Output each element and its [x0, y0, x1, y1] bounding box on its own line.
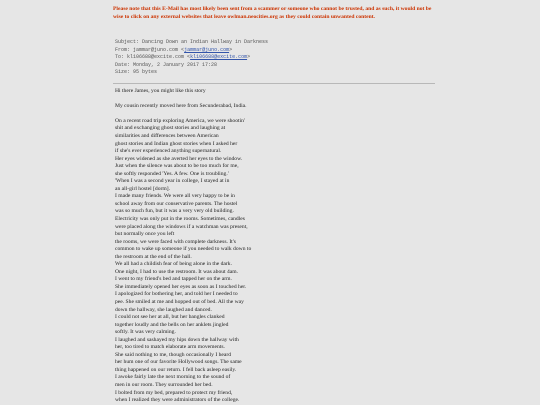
story-line: softly. It was very calming.: [115, 329, 176, 336]
intro-line: My cousin recently moved here from Secunderabad, India.: [115, 102, 247, 109]
to-label: To:: [115, 54, 125, 61]
story-line: together loudly and the bells on her anklets jingled: [115, 321, 229, 328]
story-line: I awoke fairly late the next morning to the sound of: [115, 374, 231, 381]
story-line: She immediately opened her eyes as soon as I touched her.: [115, 283, 247, 290]
story-line: thing happened on our return. I fell back asleep easily.: [115, 366, 237, 373]
story-line: similarities and differences between American: [115, 132, 219, 139]
story-line: down the hallway, she laughed and danced.: [115, 306, 212, 313]
story-line: shit and exchanging ghost stories and laughing at: [115, 125, 226, 132]
story-line: an all-girl hostel [dorm].: [115, 185, 170, 192]
from-email-link[interactable]: jammar@juno.com: [184, 46, 230, 53]
story-line: she softly responded 'Yes. A few. One is troubling.': [115, 170, 229, 177]
story-line: On a recent road trip exploring America, we were shootin': [115, 117, 245, 124]
story-line: but normally once you left: [115, 231, 175, 238]
story-line: I could not see her at all, but her bangles clanked: [115, 314, 225, 321]
subject-label: Subject:: [115, 39, 140, 45]
story-line: men in our room. They surrounded her bed.: [115, 382, 213, 389]
header-divider: [113, 83, 435, 84]
story-line: She said nothing to me, though occasionally I heard: [115, 351, 232, 358]
to-name: kl106688@excite.com: [127, 54, 185, 61]
story-line: if she's ever experienced anything supernatural.: [115, 148, 222, 155]
story-line: ghost stories and Indian ghost stories when I asked her: [115, 140, 238, 147]
story-line: I bolted from my bed, prepared to protect my friend,: [115, 389, 233, 396]
story-line: the restroom at the end of the hall.: [115, 253, 192, 260]
story-line: pee. She smiled at me and hopped out of bed. All the way: [115, 299, 244, 305]
story-line: Electricity was only put in the rooms. Sometimes, candles: [115, 215, 245, 222]
story-line: I went to my friend's bed and tapped her on the arm.: [115, 276, 232, 283]
email-body: [115, 88, 415, 405]
story-line: We all had a childish fear of being alone in the dark.: [115, 261, 232, 268]
subject-value: Dancing Down an Indian Hallway in Darkness: [142, 39, 269, 45]
story-line: One night, I had to use the restroom. It was about 4am.: [115, 268, 239, 275]
scam-warning-banner: Please note that this E-Mail has most likely been sent from a scammer or someone who cannot be trusted, and as such, it would not be wise to click on any external websites that leave owlman.neocities.org as they could contain unwanted content.: [113, 6, 432, 20]
story-line: common to wake up someone if you needed to walk down to: [115, 246, 252, 253]
size-label: Size:: [115, 69, 131, 76]
date-value: Monday, 2 January 2017 17:28: [133, 61, 218, 68]
to-email-link[interactable]: kl106688@excite.com: [190, 54, 248, 61]
story-line: I laughed and sashayed my hips down the hallway with: [115, 336, 239, 343]
size-value: 95 bytes: [133, 69, 158, 76]
story-line: school away from our conservative parents. The hostel: [115, 200, 238, 207]
greeting-line: Hi there James, you might like this story: [115, 88, 206, 94]
story-line: Her eyes widened as she averted her eyes to the window.: [115, 155, 243, 162]
story-line: 'When I was a second year in college, I stayed at in: [115, 178, 230, 185]
from-name: jammar@juno.com: [133, 46, 179, 53]
story-text: [115, 118, 415, 405]
date-label: Date:: [115, 61, 131, 68]
from-label: From:: [115, 46, 131, 53]
story-line: Just when the silence was about to be too much for me,: [115, 163, 239, 170]
email-headers: Subject: Dancing Down an Indian Hallway in Darkness From: jammar@juno.com <jammar@juno.com> To: kl106688@excite.com <kl106688@excite.com> Date: Monday, 2 January 2017 17:28 Size: 95 bytes: [115, 39, 269, 76]
story-line: I apologized for bothering her, and told her I needed to: [115, 291, 238, 298]
story-line: when I realized they were administrators of the college.: [115, 397, 240, 404]
story-line: were placed along the windows if a watchman was present,: [115, 223, 248, 230]
story-line: was so much fun, but it was a very very old building.: [115, 208, 234, 215]
story-line: I made many friends. We were all very happy to be in: [115, 193, 235, 200]
story-line: her, too tired to match elaborate arm movements.: [115, 344, 225, 351]
story-line: her hum one of our favorite Hollywood songs. The same: [115, 359, 242, 366]
story-line: the rooms, we were faced with complete darkness. It's: [115, 238, 236, 245]
